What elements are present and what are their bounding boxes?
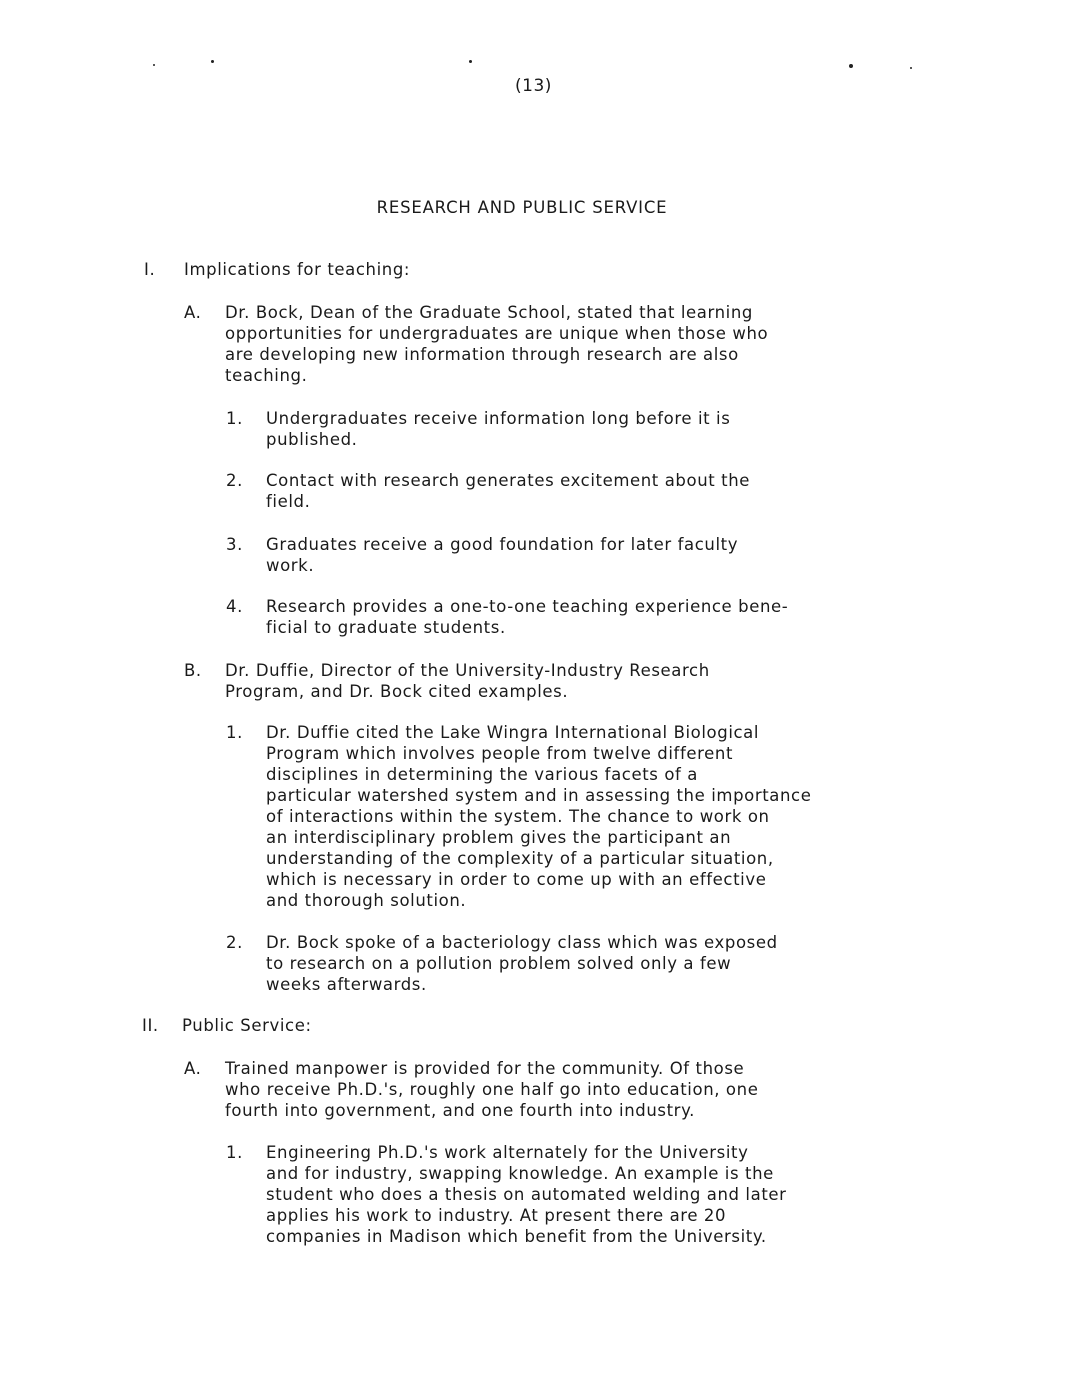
subitem-text: Engineering Ph.D.'s work alternately for the University and for industry, swapping knowledge. An example is the student who does a thesis on automated welding and later applies his work to industry. At present there are 20 companies in Madison which benefit from the University. [266, 1143, 787, 1246]
scan-speck [211, 60, 214, 63]
section-marker: I. [144, 260, 156, 279]
scan-speck [910, 67, 912, 69]
section-heading: Public Service: [182, 1016, 312, 1035]
subitem-marker: 4. [226, 597, 243, 616]
subitem-text: Research provides a one-to-one teaching experience bene- ficial to graduate students. [266, 597, 789, 637]
subitem-text: Dr. Duffie cited the Lake Wingra International Biological Program which involves people from twelve different disciplines in determining the various facets of a particular watershed system and in assessing the importance of interactions within the system. The chance to work on an interdisciplinary problem gives the participant an understanding of the complexity of a particular situation, which is necessary in order to come up with an effective and thorough solution. [266, 723, 812, 910]
section-heading: Implications for teaching: [184, 260, 411, 279]
item-marker: B. [184, 661, 202, 680]
subitem-marker: 3. [226, 535, 243, 554]
page-title: RESEARCH AND PUBLIC SERVICE [376, 198, 668, 217]
item-text: Dr. Duffie, Director of the University-Industry Research Program, and Dr. Bock cited examples. [225, 661, 710, 701]
subitem-text: Graduates receive a good foundation for later faculty work. [266, 535, 739, 575]
section-marker: II. [142, 1016, 159, 1035]
page-number: (13) [515, 76, 552, 96]
item-text: Trained manpower is provided for the community. Of those who receive Ph.D.'s, roughly one half go into education, one fourth into government, and one fourth into industry. [225, 1059, 759, 1120]
subitem-marker: 2. [226, 471, 243, 490]
item-marker: A. [184, 303, 202, 322]
subitem-text: Dr. Bock spoke of a bacteriology class which was exposed to research on a pollution problem solved only a few weeks afterwards. [266, 933, 778, 994]
subitem-marker: 1. [226, 409, 243, 428]
scan-speck [153, 64, 155, 66]
subitem-marker: 1. [226, 1143, 243, 1162]
scan-speck [469, 60, 472, 63]
item-text: Dr. Bock, Dean of the Graduate School, stated that learning opportunities for undergraduates are unique when those who are developing new information through research are also teaching. [225, 303, 769, 385]
subitem-marker: 1. [226, 723, 243, 742]
scan-speck [849, 64, 853, 68]
subitem-marker: 2. [226, 933, 243, 952]
subitem-text: Undergraduates receive information long before it is published. [266, 409, 731, 449]
item-marker: A. [184, 1059, 202, 1078]
subitem-text: Contact with research generates excitement about the field. [266, 471, 751, 511]
